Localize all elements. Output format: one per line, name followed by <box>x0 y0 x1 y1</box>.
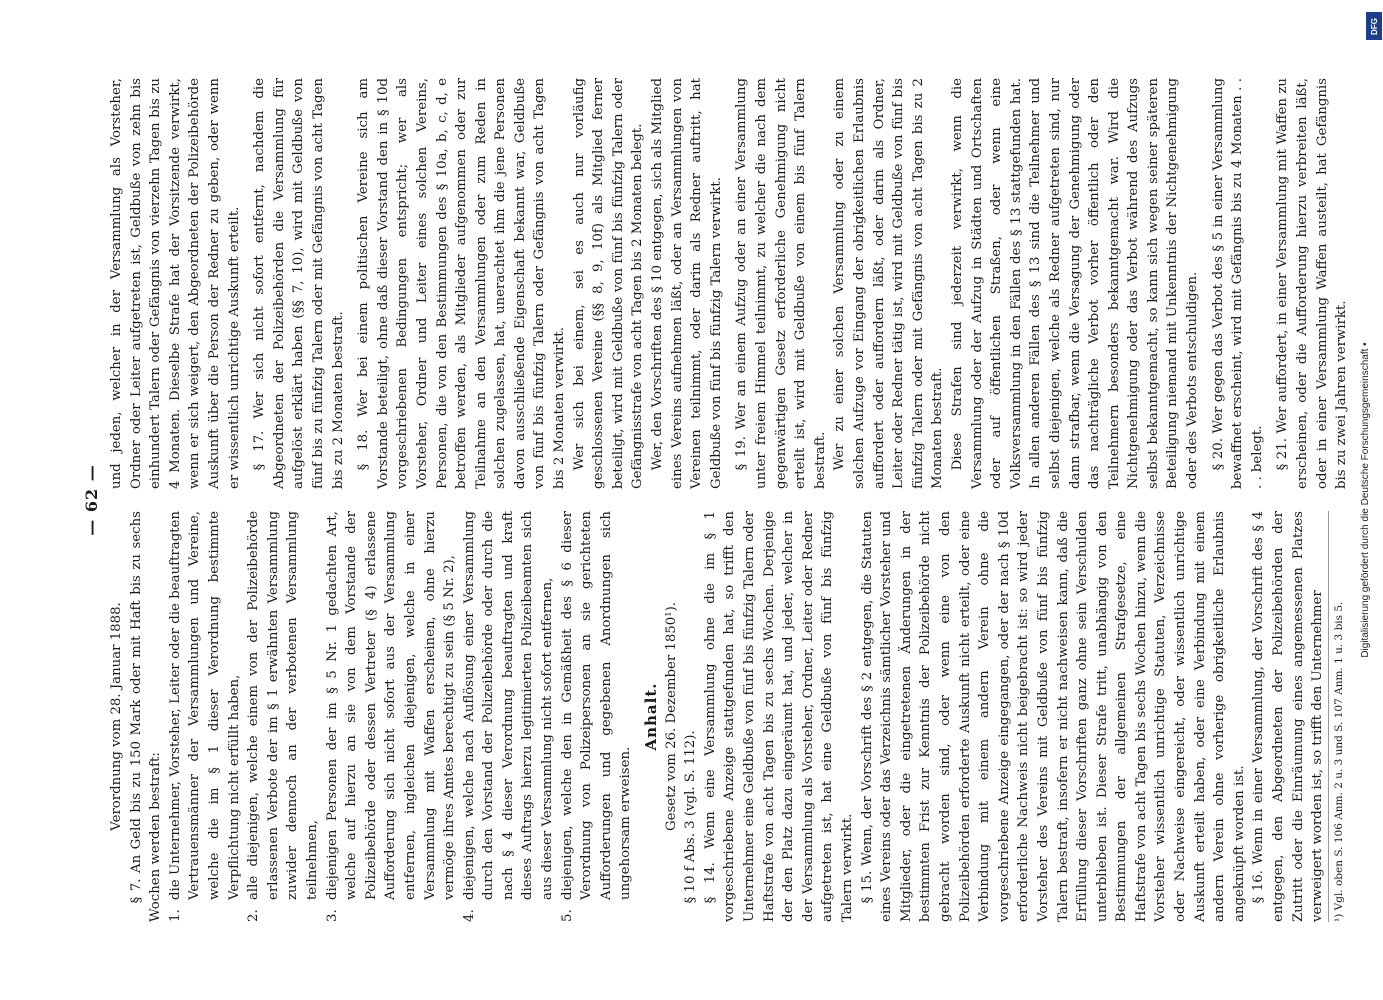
list-item-text: diejenigen, welche nach Auflösung einer Versammlung durch den Vorstand der Polizeibehörde oder durch die nach § 4 dieser Verordnung beauftragten und kraft dieses Auftrags hierzu legitimierten Polizeibeamten sich aus dieser Versammlung nicht sofort entfernen, <box>461 511 556 900</box>
text-columns <box>107 78 1350 922</box>
section-17: § 17. Wer sich nicht sofort entfernt, nachdem die Abgeordneten der Polizeibehörden die Versammlung für aufgelöst erklärt haben (§§ 7, 10), wird mit Geldbuße von fünf bis zu fünfzig Talern oder mit Gefängnis von acht Tagen bis zu 2 Monaten bestraft. <box>252 78 346 489</box>
section-18: § 18. Wer bei einem politischen Vereine sich am Vorstande beteiligt, ohne daß dieser Vorstand den in § 10d vorgeschriebenen Bedingungen entspricht; wer als Vorsteher, Ordner und Leiter eines solchen Vereins, Personen, die von den Bestimmungen des § 10a, b, c, d, e betroffen werden, als Mitglieder aufgenommen oder zur Teilnahme an den Versammlungen oder zum Reden in solchen zugelassen, hat, unerachtet ihm die jene Personen davon ausschließende Eigenschaft bekannt war, Geldbuße von fünf bis fünfzig Talern oder Gefängnis von acht Tagen bis 2 Monaten verwirkt. <box>356 78 568 489</box>
list-item-text: die Unternehmer, Vorsteher, Leiter oder die beauftragten Vertrauensmänner der Versammlungen und Vereine, welche die im § 1 dieser Verordnung bestimmte Verpflichtung nicht erfüllt haben, <box>167 511 242 900</box>
section-16-continued: und jeden, welcher in der Versammlung als Vorsteher, Ordner oder Leiter aufgetreten ist, Geldbuße von zehn bis einhundert Talern oder Gefängnis von vierzehn Tagen bis zu 4 Monaten. Dieselbe Strafe hat der Vorsitzende verwirkt, wenn er sich weigert, den Abgeordneten der Polizeibehörde Auskunft über die Person der Redner zu geben, oder wenn er wissentlich unrichtige Auskunft erteilt. <box>109 78 242 489</box>
section-19: § 19. Wer an einem Aufzug oder an einer Versammlung unter freiem Himmel teilnimmt, zu welcher die nach dem gegenwärtigen Gesetz erforderliche Genehmigung nicht erteilt ist, wird mit Geldbuße von einem bis fünf Talern bestraft. <box>734 78 828 489</box>
section-21: § 21. Wer auffordert, in einer Versammlung mit Waffen zu erscheinen, oder die Aufforderung hierzu verbreiten läßt, oder in einer Versammlung Waffen austeilt, hat Gefängnis bis zu zwei Jahren verwirkt. <box>1275 78 1350 489</box>
dfg-logo <box>1366 12 1382 40</box>
list-item-text: alle diejenigen, welche einem von der Polizeibehörde erlassenen Verbote der im § 1 erwähnten Versammlung zuwider dennoch an der verbotenen Versammlung teilnehmen, <box>246 511 320 900</box>
section-10f: § 10 f Abs. 3 (vgl. S. 112). <box>683 730 699 904</box>
ordinance-heading: Verordnung vom 28. Januar 1888. <box>109 602 124 831</box>
list-item-number: 4. <box>461 909 477 922</box>
section-18-paragraph-3: Wer, den Vorschriften des § 10 entgegen, sich als Mitglied eines Vereins aufnehmen läßt, oder an Versammlungen von Vereinen teilnimmt, oder darin als Redner auftritt, hat Geldbuße von fünf bis fünfzig Talern verwirkt. <box>650 78 724 489</box>
page-number: — 62 — <box>82 464 101 536</box>
anhalt-title: Anhalt. <box>642 682 661 751</box>
list-item-text: diejenigen, welche den in Gemäßheit des § 6 dieser Verordnung von Polizeipersonen an sie gerichteten Aufforderungen und gegebenen Anordnungen sich ungehorsam erweisen. <box>559 511 634 900</box>
list-item-number: 2. <box>246 909 262 922</box>
list-item <box>166 511 244 922</box>
list-item-number: 3. <box>324 909 340 922</box>
footnote: ¹) Vgl. oben S. 106 Anm. 2 u. 3 und S. 107 Anm. 1 u. 3 bis 5. <box>1328 511 1346 922</box>
digitization-attribution: Digitalisierung gefördert durch die Deutsche Forschungsgemeinschaft • <box>1360 342 1371 658</box>
section-14: § 14. Wenn eine Versammlung ohne die im § 1 vorgeschriebene Anzeige stattgefunden hat, so trifft den Unternehmer eine Geldbuße von fünf bis fünfzig Talern oder Haftstrafe von acht Tagen bis zu sechs Wochen. Derjenige der den Platz dazu eingeräumt hat, und jeder, welcher in der Versammlung als Vorsteher, Ordner, Leiter oder Redner aufgetreten ist, hat eine Geldbuße von fünf bis fünfzig Talern verwirkt. <box>702 511 855 922</box>
left-column <box>107 511 1345 922</box>
list-item <box>460 511 558 922</box>
anhalt-law-heading: Gesetz vom 26. Dezember 1850¹). <box>663 601 679 832</box>
section-19-paragraph-3: Diese Strafen sind jederzeit verwirkt, wenn die Versammlung oder der Aufzug in Städten und Ortschaften oder auf öffentlichen Straßen, oder wenn eine Volksversammlung in den Fällen des § 13 stattgefunden hat. In allen anderen Fällen des § 13 sind die Teilnehmer und selbst diejenigen, welche als Redner aufgetreten sind, nur dann strafbar, wenn die Versagung der Genehmigung oder das nachträgliche Verbot vorher öffentlich oder den Teilnehmern besonders bekanntgemacht war. Wird die Nichtgenehmigung oder das Verbot während des Aufzugs selbst bekanntgemacht, so kann sich wegen seiner späteren Beteiligung niemand mit Unkenntnis der Nichtgenehmigung oder des Verbots entschuldigen. <box>949 78 1201 489</box>
section-15: § 15. Wenn, der Vorschrift des § 2 entgegen, die Statuten eines Vereins oder das Verzeichnis sämtlicher Vorsteher und Mitglieder, oder die eingetretenen Änderungen in der bestimmten Frist zur Kenntnis der Polizeibehörde nicht gebracht worden sind, oder wenn eine von den Polizeibehörden erforderte Auskunft nicht erteilt, oder eine Verbindung mit einem andern Verein ohne die vorgeschriebene Anzeige eingegangen, oder der nach § 10d erforderliche Nachweis nicht beigebracht ist: so wird jeder Vorsteher des Vereins mit Geldbuße von fünf bis fünfzig Talern bestraft, insofern er nicht nachweisen kann, daß die Erfüllung dieser Vorschriften ganz ohne sein Verschulden unterblieben ist. Dieser Strafe tritt, unabhängig von den Bestimmungen der allgemeinen Strafgesetze, eine Haftstrafe von acht Tagen bis sechs Wochen hinzu, wenn die Vorsteher wissentlich unrichtige Statuten, Verzeichnisse oder Nachweise eingereicht, oder wissentlich unrichtige Auskunft erteilt haben, oder eine Verbindung mit einem andern Verein ohne vorherige obrigkeitliche Erlaubnis angeknüpft worden ist. <box>859 511 1247 922</box>
right-column <box>107 78 1350 489</box>
list-item <box>244 511 322 922</box>
section-19-paragraph-2: Wer zu einer solchen Versammlung oder zu einem solchen Aufzuge vor Eingang der obrigkeitlichen Erlaubnis auffordert oder auffordern läßt, oder darin als Ordner, Leiter oder Redner tätig ist, wird mit Geldbuße von fünf bis fünfzig Talern oder mit Gefängnis von acht Tagen bis zu 2 Monaten bestraft. <box>832 78 946 489</box>
list-item <box>558 511 636 922</box>
list-item-text: diejenigen Personen der im § 5 Nr. 1 gedachten Art, welche auf hierzu an sie von dem Vorstande der Polizeibehörde oder dessen Vertreter (§ 4) erlassene Aufforderung sich nicht sofort aus der Versammlung entfernen, ingleichen diejenigen, welche in einer Versammlung mit Waffen erscheinen, ohne hierzu vermöge ihres Amtes berechtigt zu sein (§ 5 Nr. 2), <box>324 511 458 900</box>
list-item-number: 5. <box>559 909 575 922</box>
document-page <box>71 50 1350 950</box>
section-7-intro: § 7. An Geld bis zu 150 Mark oder mit Haft bis zu sechs Wochen werden bestraft: <box>128 511 164 922</box>
list-item <box>323 511 460 922</box>
section-7-list <box>166 511 636 922</box>
section-16: § 16. Wenn in einer Versammlung, der Vorschrift des § 4 entgegen, den Abgeordneten der Polizeibehörden der Zutritt oder die Einräumung eines angemessenen Platzes verweigert worden ist, so trifft den Unternehmer <box>1251 511 1326 922</box>
section-18-paragraph-2: Wer sich bei einem, sei es auch nur vorläufig geschlossenen Vereine (§§ 8, 9, 10f) als Mitglied ferner beteiligt, wird mit Geldbuße von fünf bis fünfzig Talern oder Gefängnisstrafe von acht Tagen bis 2 Monaten belegt. <box>571 78 646 489</box>
section-20: § 20. Wer gegen das Verbot des § 5 in einer Versammlung bewaffnet erscheint, wird mit Gefängnis bis zu 4 Monaten . . . . belegt. <box>1210 78 1265 489</box>
dfg-logo-text: DFG <box>1369 17 1379 35</box>
list-item-number: 1. <box>167 909 183 922</box>
